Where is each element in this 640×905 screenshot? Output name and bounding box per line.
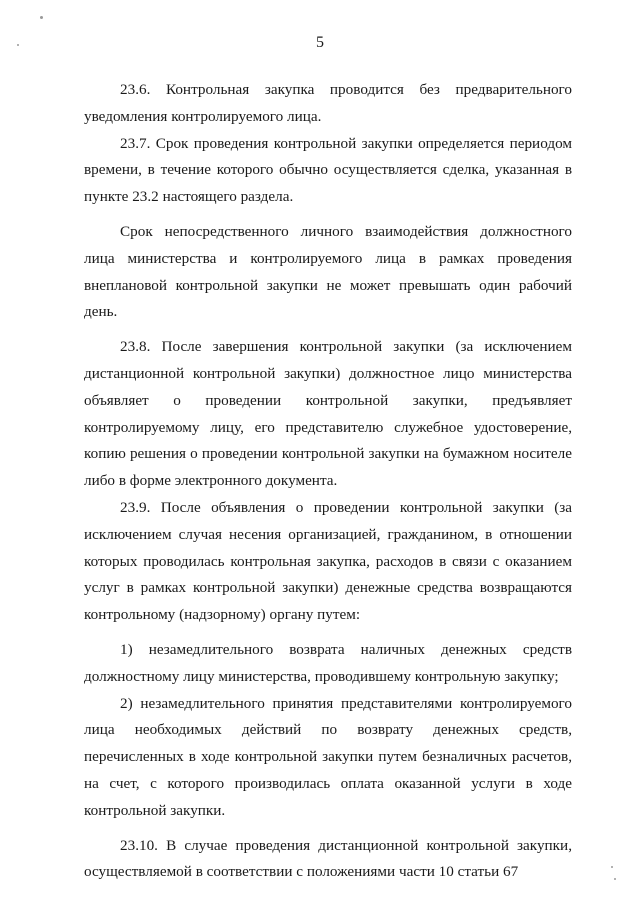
paragraph-23-9: 23.9. После объявления о проведении контрольной закупки (за исключением случая несения организацией, гражданином, в отношении которых проводилась контрольная закупка, расходов в связи с оказанием услуг в рамках контрольной закупки) денежные средства возвращаются контрольному (надзорному) органу путем: (84, 498, 572, 624)
paragraph-23-8: 23.8. После завершения контрольной закупки (за исключением дистанционной контрольной закупки) должностное лицо министерства объявляет о проведении контрольной закупки, предъявляет контролируемому лицу, его представителю служебное удостоверение, копию решения о проведении контрольной закупки на бумажном носителе либо в форме электронного документа. (84, 338, 572, 490)
list-item-1: 1) незамедлительного возврата наличных денежных средств должностному лицу министерства, проводившему контрольную закупку; (84, 640, 572, 685)
paragraph-23-7: 23.7. Срок проведения контрольной закупки определяется периодом времени, в течение которого обычно осуществляется сделка, указанная в пункте 23.2 настоящего раздела. (84, 134, 572, 206)
scan-speck (40, 16, 43, 19)
scan-speck (611, 866, 613, 868)
paragraph-23-6: 23.6. Контрольная закупка проводится без предварительного уведомления контролируемого лица. (84, 81, 572, 125)
scan-speck (17, 44, 19, 46)
page-number: 5 (316, 34, 324, 51)
paragraph-23-10: 23.10. В случае проведения дистанционной контрольной закупки, осуществляемой в соответствии с положениями части 10 статьи 67 (84, 836, 572, 881)
scan-speck (614, 878, 616, 880)
list-item-2: 2) незамедлительного принятия представителями контролируемого лица необходимых действий по возврату денежных средств, перечисленных в ходе контрольной закупки путем безналичных расчетов, на счет, с которого производилась оплата оказанной услуги в ходе контрольной закупки. (84, 694, 572, 819)
paragraph-term-limit: Срок непосредственного личного взаимодействия должностного лица министерства и контролируемого лица в рамках проведения внеплановой контрольной закупки не может превышать один рабочий день. (84, 222, 572, 321)
document-body (84, 77, 572, 886)
